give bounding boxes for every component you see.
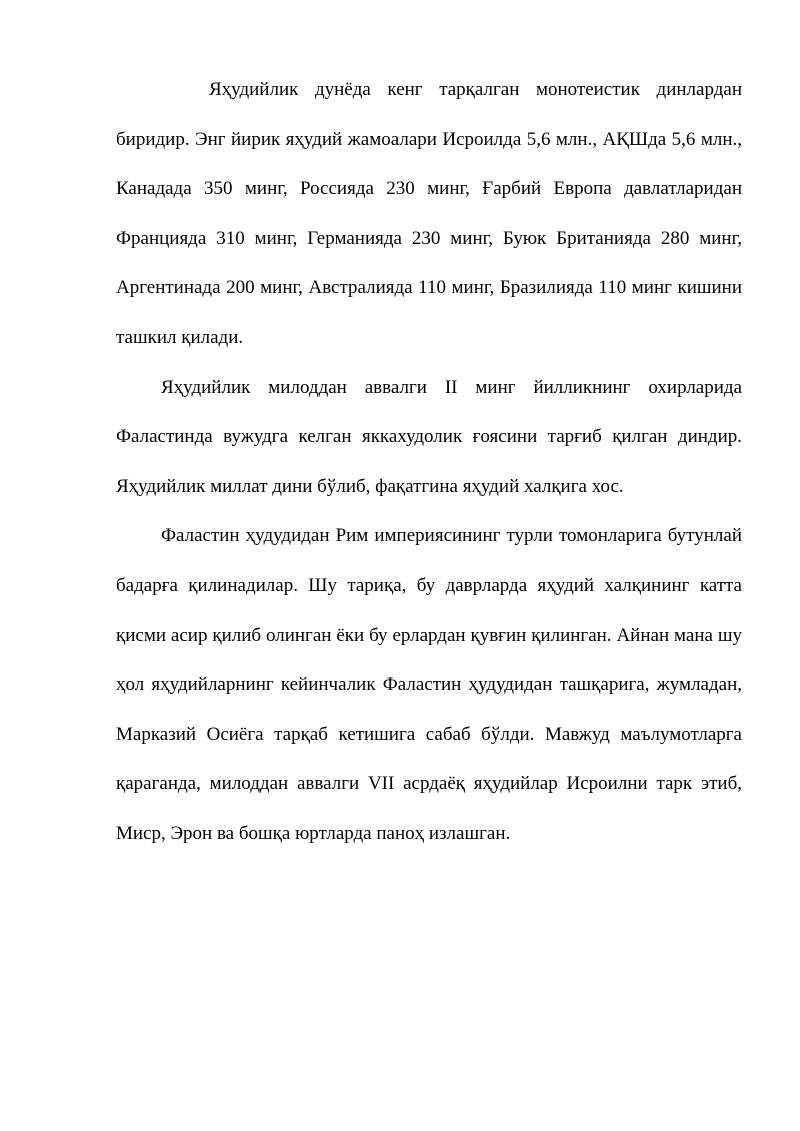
paragraph-judaism-origin: Яҳудийлик милоддан аввалги II минг йилликнинг охирларида Фаластинда вужудга келган яккахудолик ғоясини тарғиб қилган диндир. Яҳудийлик миллат дини бўлиб, фақатгина яҳудий халқига хос. — [116, 376, 742, 497]
document-page — [116, 65, 742, 859]
paragraph-judaism-diaspora: Фаластин ҳудудидан Рим империясининг турли томонларига бутунлай бадарға қилинадилар. Шу тариқа, бу даврларда яҳудий халқининг катта қисми асир қилиб олинган ёки бу ерлардан қувғин қилинган. Айнан мана шу ҳол яҳудийларнинг кейинчалик Фаластин ҳудудидан ташқарига, жумладан, Марказий Осиёга тарқаб кетишига сабаб бўлди. Мавжуд маълумотларга қараганда, милоддан аввалги VII асрдаёқ яҳудийлар Исроилни тарк этиб, Миср, Эрон ва бошқа юртларда паноҳ излашган. — [116, 525, 742, 844]
paragraph-judaism-population: Яҳудийлик дунёда кенг тарқалган монотеистик динлардан биридир. Энг йирик яҳудий жамоалари Исроилда 5,6 млн., АҚШда 5,6 млн., Канадада 350 минг, Россияда 230 минг, Ғарбий Европа давлатларидан Францияда 310 минг, Германияда 230 минг, Буюк Британияда 280 минг, Аргентинада 200 минг, Австралияда 110 минг, Бразилияда 110 минг кишини ташкил қилади. — [116, 79, 742, 348]
